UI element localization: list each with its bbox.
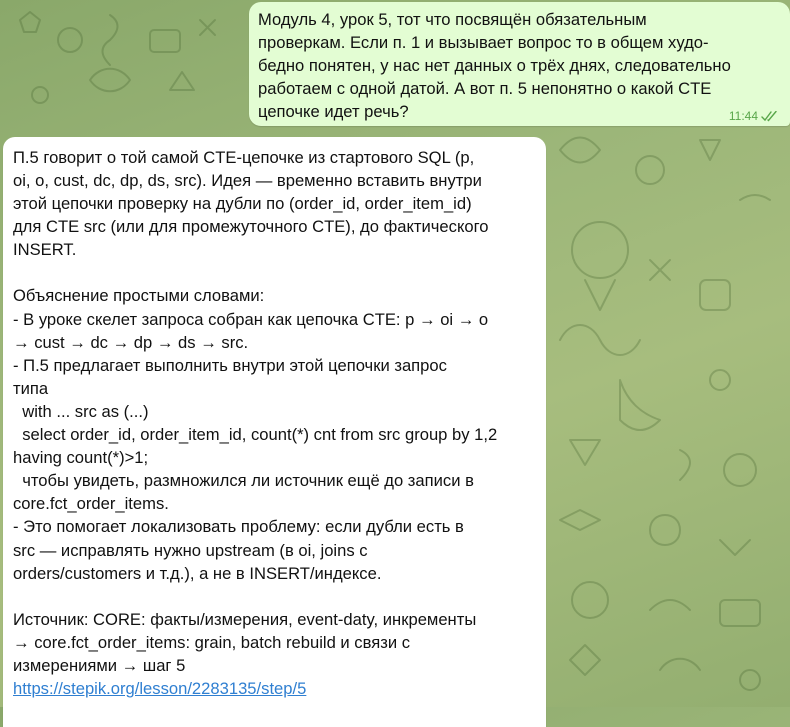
outgoing-message-text: Модуль 4, урок 5, тот что посвящён обязательным проверкам. Если п. 1 и вызывает вопрос то в общем худо- бедно понятен, у нас нет данных о трёх днях, следовательно работаем с одной датой. А вот п. 5 непонятно о какой CTE цепочке идет речь? bbox=[258, 10, 731, 121]
paragraph-spacer bbox=[13, 261, 537, 284]
incoming-paragraph-2: Объяснение простыми словами: - В уроке скелет запроса собран как цепочка CTE: p → oi → o → cust → dc → dp → ds → src. - П.5 предлагает выполнить внутри этой цепочки запрос типа with ... src as (...) select order_id, order_item_id, count(*) cnt from src group by 1,2 having count(*)>1; чтобы увидеть, размножился ли источник ещё до записи в core.fct_order_items. - Это помогает локализовать проблему: если дубли есть в src — исправлять нужно upstream (в oi, joins с orders/customers и т.д.), а не в INSERT/индексе. bbox=[13, 286, 498, 583]
incoming-message-bubble[interactable] bbox=[3, 137, 546, 727]
outgoing-message-bubble[interactable] bbox=[249, 2, 790, 126]
message-meta bbox=[729, 109, 778, 123]
incoming-paragraph-1: П.5 говорит о той самой CTE-цепочке из стартового SQL (p, oi, o, cust, dc, dp, ds, src). Идея — временно вставить внутри этой цепочки проверку на дубли по (order_id, order_item_id) для CTE src (или для промежуточного CTE), до фактического INSERT. bbox=[13, 148, 489, 260]
lesson-link[interactable]: https://stepik.org/lesson/2283135/step/5 bbox=[13, 678, 307, 698]
incoming-paragraph-3: Источник: CORE: факты/измерения, event-daty, инкременты → core.fct_order_items: grain, batch rebuild и связи с измерениями → шаг 5 bbox=[13, 609, 477, 675]
double-check-icon bbox=[761, 111, 778, 122]
message-time: 11:44 bbox=[728, 109, 758, 123]
paragraph-spacer bbox=[13, 585, 537, 608]
